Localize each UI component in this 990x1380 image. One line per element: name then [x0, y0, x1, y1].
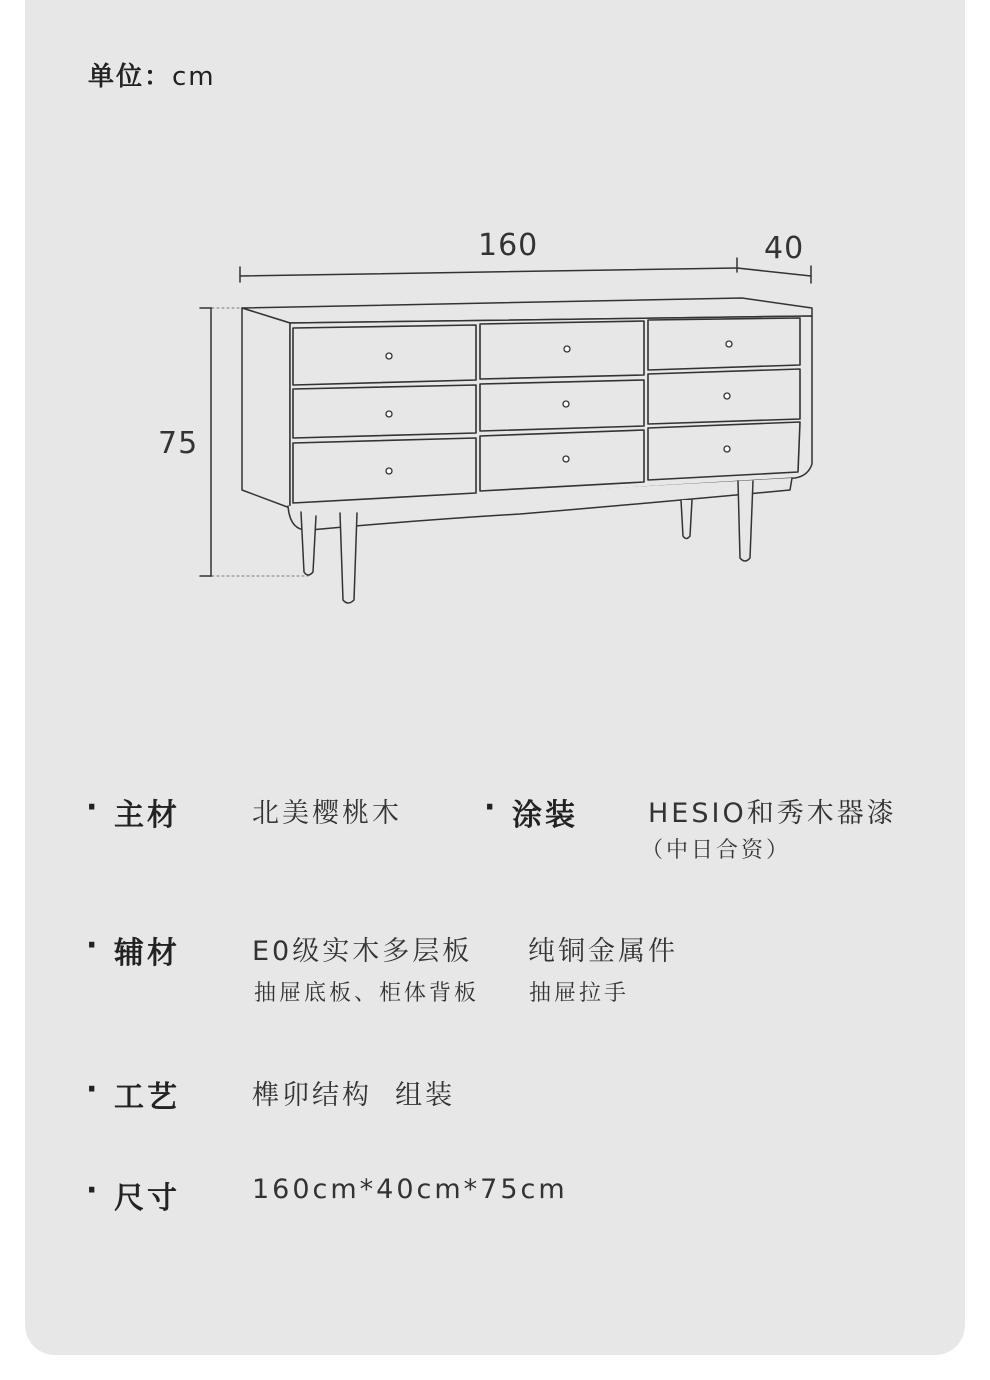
- height-dimension-line: [200, 308, 212, 576]
- coating-label: 涂装: [512, 798, 578, 833]
- unit-value: cm: [172, 62, 216, 92]
- auxiliary-value-hardware: 纯铜金属件: [528, 936, 678, 967]
- depth-dimension-label: 40: [764, 231, 805, 266]
- bullet: ·: [86, 790, 98, 825]
- bullet: ·: [86, 1173, 98, 1208]
- width-dimension-label: 160: [478, 228, 539, 263]
- auxiliary-note-plywood: 抽屉底板、柜体背板: [254, 981, 480, 1006]
- main-material-label: 主材: [114, 798, 180, 833]
- bullet: ·: [484, 790, 496, 825]
- size-value: 160cm*40cm*75cm: [252, 1174, 568, 1205]
- craft-value: 榫卯结构 组装: [252, 1080, 456, 1111]
- main-material-value: 北美樱桃木: [252, 798, 402, 829]
- bullet: ·: [86, 1072, 98, 1107]
- auxiliary-label: 辅材: [114, 936, 180, 971]
- size-label: 尺寸: [114, 1181, 180, 1216]
- depth-dimension-line: [737, 266, 811, 283]
- unit-prefix: 单位：: [88, 62, 173, 92]
- coating-value: HESIO和秀木器漆: [648, 798, 897, 829]
- craft-label: 工艺: [114, 1080, 180, 1115]
- auxiliary-value-plywood: E0级实木多层板: [252, 936, 473, 967]
- drawers: [293, 318, 800, 503]
- auxiliary-note-hardware: 抽屉拉手: [529, 981, 630, 1006]
- coating-note: （中日合资）: [641, 838, 792, 863]
- height-dimension-label: 75: [158, 426, 199, 461]
- bullet: ·: [86, 928, 98, 963]
